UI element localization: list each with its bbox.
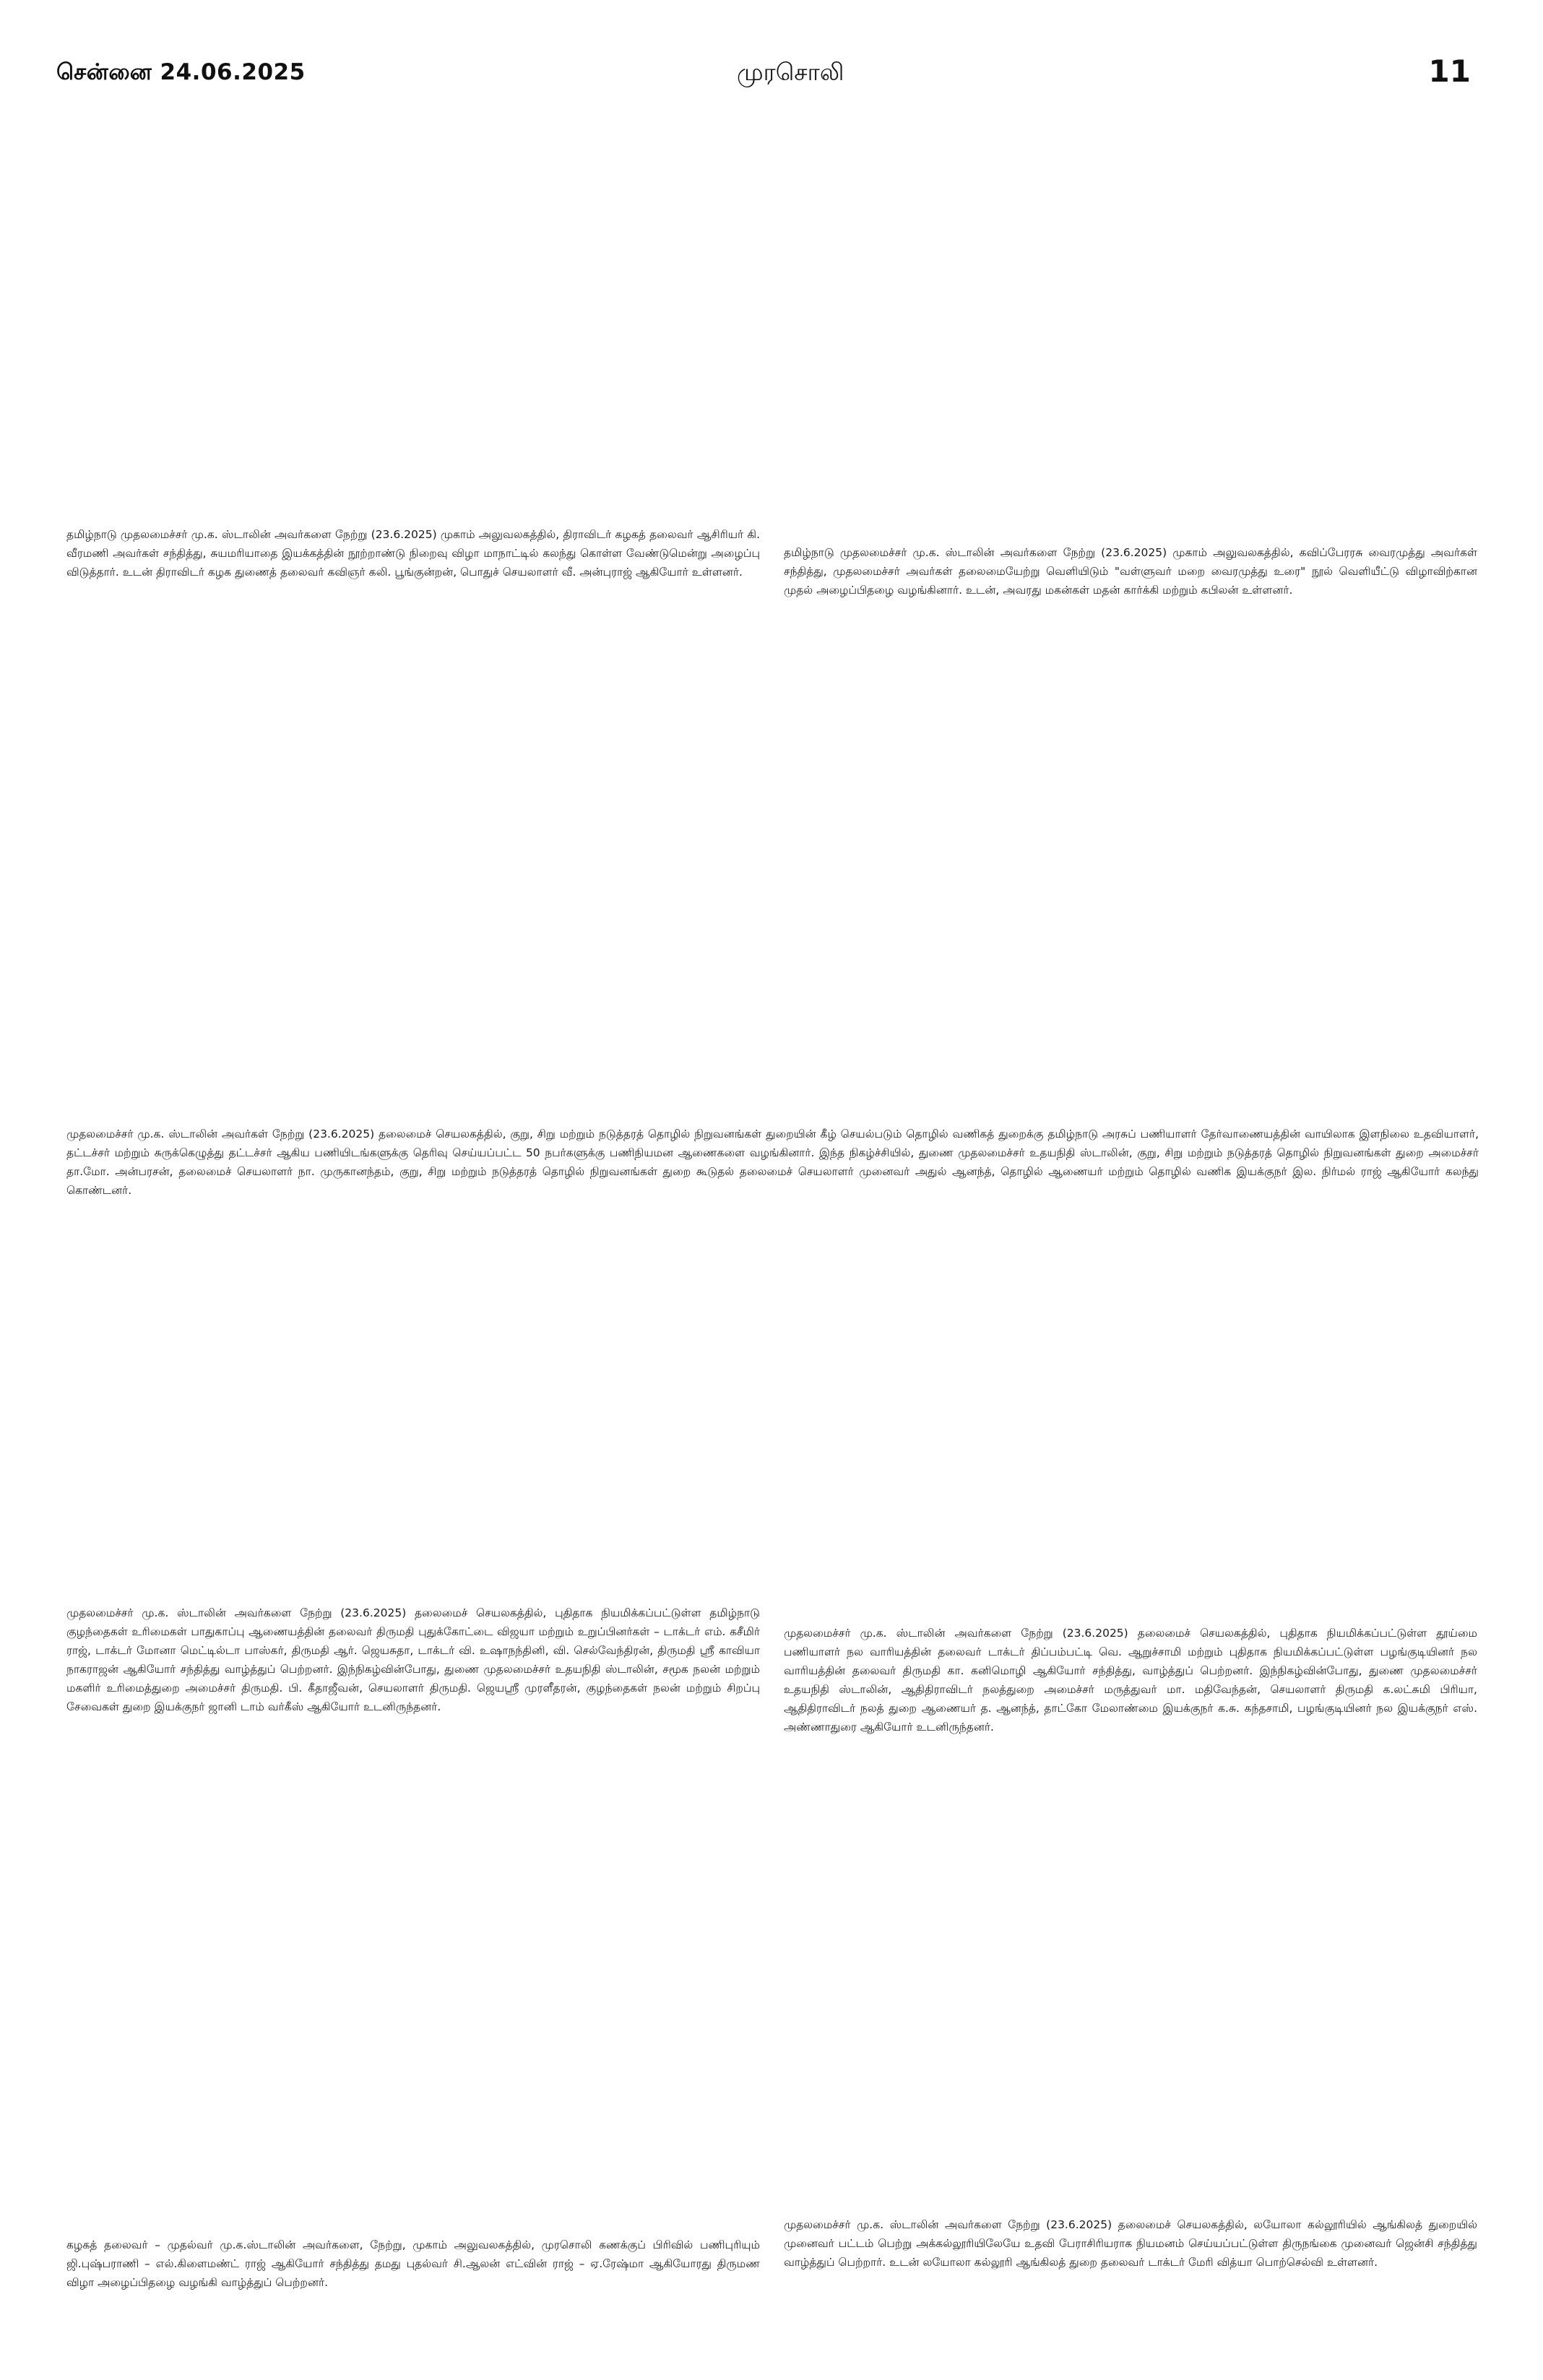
- photo-caption: முதலமைச்சர் மு.க. ஸ்டாலின் அவர்கள் நேற்று (23.6.2025) தலைமைச் செயலகத்தில், குறு, சிறு மற்றும் நடுத்தரத் தொழில் நிறுவனங்கள் துறையின் கீழ் செயல்படும் தொழில் வணிகத் துறைக்கு தமிழ்நாடு அரசுப் பணியாளர் தேர்வாணையத்தின் வாயிலாக இளநிலை உதவியாளர், தட்டச்சர் மற்றும் சுருக்கெழுத்து தட்டச்சர் ஆகிய பணியிடங்களுக்கு தெரிவு செய்யப்பட்ட 50 நபர்களுக்கு பணிநியமன ஆணைகளை வழங்கினார். இந்த நிகழ்ச்சியில், துணை முதலமைச்சர் உதயநிதி ஸ்டாலின், குறு, சிறு மற்றும் நடுத்தரத் தொழில் நிறுவனங்கள் துறை அமைச்சர் தா.மோ. அன்பரசன், தலைமைச் செயலாளர் நா. முருகானந்தம், குறு, சிறு மற்றும் நடுத்தரத் தொழில் நிறுவனங்கள் துறை கூடுதல் தலைமைச் செயலாளர் முனைவர் அதுல் ஆனந்த், தொழில் ஆணையர் மற்றும் தொழில் வணிக இயக்குநர் இல. நிர்மல் ராஜ் ஆகியோர் கலந்து கொண்டனர்.: [66, 1128, 1479, 1197]
- photo-6: [65, 1762, 758, 2232]
- photo-caption: தமிழ்நாடு முதலமைச்சர் மு.க. ஸ்டாலின் அவர்களை நேற்று (23.6.2025) முகாம் அலுவலகத்தில், திராவிடர் கழகத் தலைவர் ஆசிரியர் கி. வீரமணி அவர்கள் சந்தித்து, சுயமரியாதை இயக்கத்தின் நூற்றாண்டு நிறைவு விழா மாநாட்டில் கலந்து கொள்ள வேண்டுமென்று அழைப்பு விடுத்தார். உடன் திராவிடர் கழக துணைத் தலைவர் கவிஞர் கலி. பூங்குன்றன், பொதுச் செயலாளர் வீ. அன்புராஜ் ஆகியோர் உள்ளனர்.: [66, 528, 760, 579]
- photo-caption: கழகத் தலைவர் – முதல்வர் மு.க.ஸ்டாலின் அவர்களை, நேற்று, முகாம் அலுவலகத்தில், முரசொலி கணக்குப் பிரிவில் பணிபுரியும் ஜி.புஷ்பராணி – எல்.கிளைமண்ட் ராஜ் ஆகியோர் சந்தித்து தமது புதல்வர் சி.ஆலன் எட்வின் ராஜ் – ஏ.ரேஷ்மா ஆகியோரது திருமண விழா அழைப்பிதழை வழங்கி வாழ்த்துப் பெற்றனர்.: [66, 2238, 760, 2289]
- photo-caption: தமிழ்நாடு முதலமைச்சர் மு.க. ஸ்டாலின் அவர்களை நேற்று (23.6.2025) முகாம் அலுவலகத்தில், கவிப்பேரரசு வைரமுத்து அவர்கள் சந்தித்து, முதலமைச்சர் அவர்கள் தலைமையேற்று வெளியிடும் "வள்ளுவர் மறை வைரமுத்து உரை" நூல் வெளியீட்டு விழாவிற்கான முதல் அழைப்பிதழை வழங்கினார். உடன், அவரது மகன்கள் மதன் கார்க்கி மற்றும் கபிலன் உள்ளனர்.: [784, 546, 1477, 597]
- newspaper-name: முரசொலி: [737, 58, 844, 86]
- photo-7: [784, 1762, 1477, 2210]
- photo-5: [784, 1217, 1477, 1618]
- date-line: சென்னை 24.06.2025: [56, 59, 306, 85]
- photo-caption: முதலமைச்சர் மு.க. ஸ்டாலின் அவர்களை நேற்று (23.6.2025) தலைமைச் செயலகத்தில், புதிதாக நியமிக்கப்பட்டுள்ள தமிழ்நாடு குழந்தைகள் உரிமைகள் பாதுகாப்பு ஆணையத்தின் தலைவர் திருமதி புதுக்கோட்டை விஜயா மற்றும் உறுப்பினர்கள் – டாக்டர் எம். கசீமிர் ராஜ், டாக்டர் மோனா மெட்டில்டா பாஸ்கர், திருமதி ஆர். ஜெயசுதா, டாக்டர் வி. உஷாநந்தினி, வி. செல்வேந்திரன், திருமதி ஸ்ரீ காவியா நாகராஜன் ஆகியோர் சந்தித்து வாழ்த்துப் பெற்றனர். இந்நிகழ்வின்போது, துணை முதலமைச்சர் உதயநிதி ஸ்டாலின், சமூக நலன் மற்றும் மகளிர் உரிமைத்துறை அமைச்சர் திருமதி. பி. கீதாஜீவன், செயலாளர் திருமதி. ஜெயஸ்ரீ முரளீதரன், குழந்தைகள் நலன் மற்றும் சிறப்பு சேவைகள் துறை இயக்குநர் ஜானி டாம் வர்கீஸ் ஆகியோர் உடனிருந்தனர்.: [66, 1606, 760, 1713]
- photo-1: [65, 90, 758, 520]
- photo-caption: முதலமைச்சர் மு.க. ஸ்டாலின் அவர்களை நேற்று (23.6.2025) தலைமைச் செயலகத்தில், புதிதாக நியமிக்கப்பட்டுள்ள தூய்மை பணியாளர் நல வாரியத்தின் தலைவர் டாக்டர் திப்பம்பட்டி வெ. ஆறுச்சாமி மற்றும் புதிதாக நியமிக்கப்பட்டுள்ள பழங்குடியினர் நல வாரியத்தின் தலைவர் திருமதி கா. கனிமொழி ஆகியோர் சந்தித்து, வாழ்த்துப் பெற்றனர். இந்நிகழ்வின்போது, துணை முதலமைச்சர் உதயநிதி ஸ்டாலின், ஆதிதிராவிடர் நலத்துறை அமைச்சர் மருத்துவர் மா. மதிவேந்தன், செயலாளர் திருமதி க.லட்சுமி பிரியா, ஆதிதிராவிடர் நலத் துறை ஆணையர் த. ஆனந்த், தாட்கோ மேலாண்மை இயக்குநர் க.சு. கந்தசாமி, பழங்குடியினர் நல இயக்குநர் எஸ். அண்ணாதுரை ஆகியோர் உடனிருந்தனர்.: [784, 1627, 1477, 1734]
- photo-3: [65, 607, 1477, 1120]
- page-number: 11: [1428, 53, 1471, 89]
- photo-4: [65, 1217, 758, 1600]
- photo-caption: முதலமைச்சர் மு.க. ஸ்டாலின் அவர்களை நேற்று (23.6.2025) தலைமைச் செயலகத்தில், லயோலா கல்லூரியில் ஆங்கிலத் துறையில் முனைவர் பட்டம் பெற்று அக்கல்லூரியிலேயே உதவி பேராசிரியராக நியமனம் செய்யப்பட்டுள்ள திருநங்கை முனைவர் ஜென்சி சந்தித்து வாழ்த்துப் பெற்றார். உடன் லயோலா கல்லூரி ஆங்கிலத் துறை தலைவர் டாக்டர் மேரி வித்யா பொற்செல்வி உள்ளனர்.: [784, 2218, 1477, 2269]
- photo-2: [784, 90, 1477, 538]
